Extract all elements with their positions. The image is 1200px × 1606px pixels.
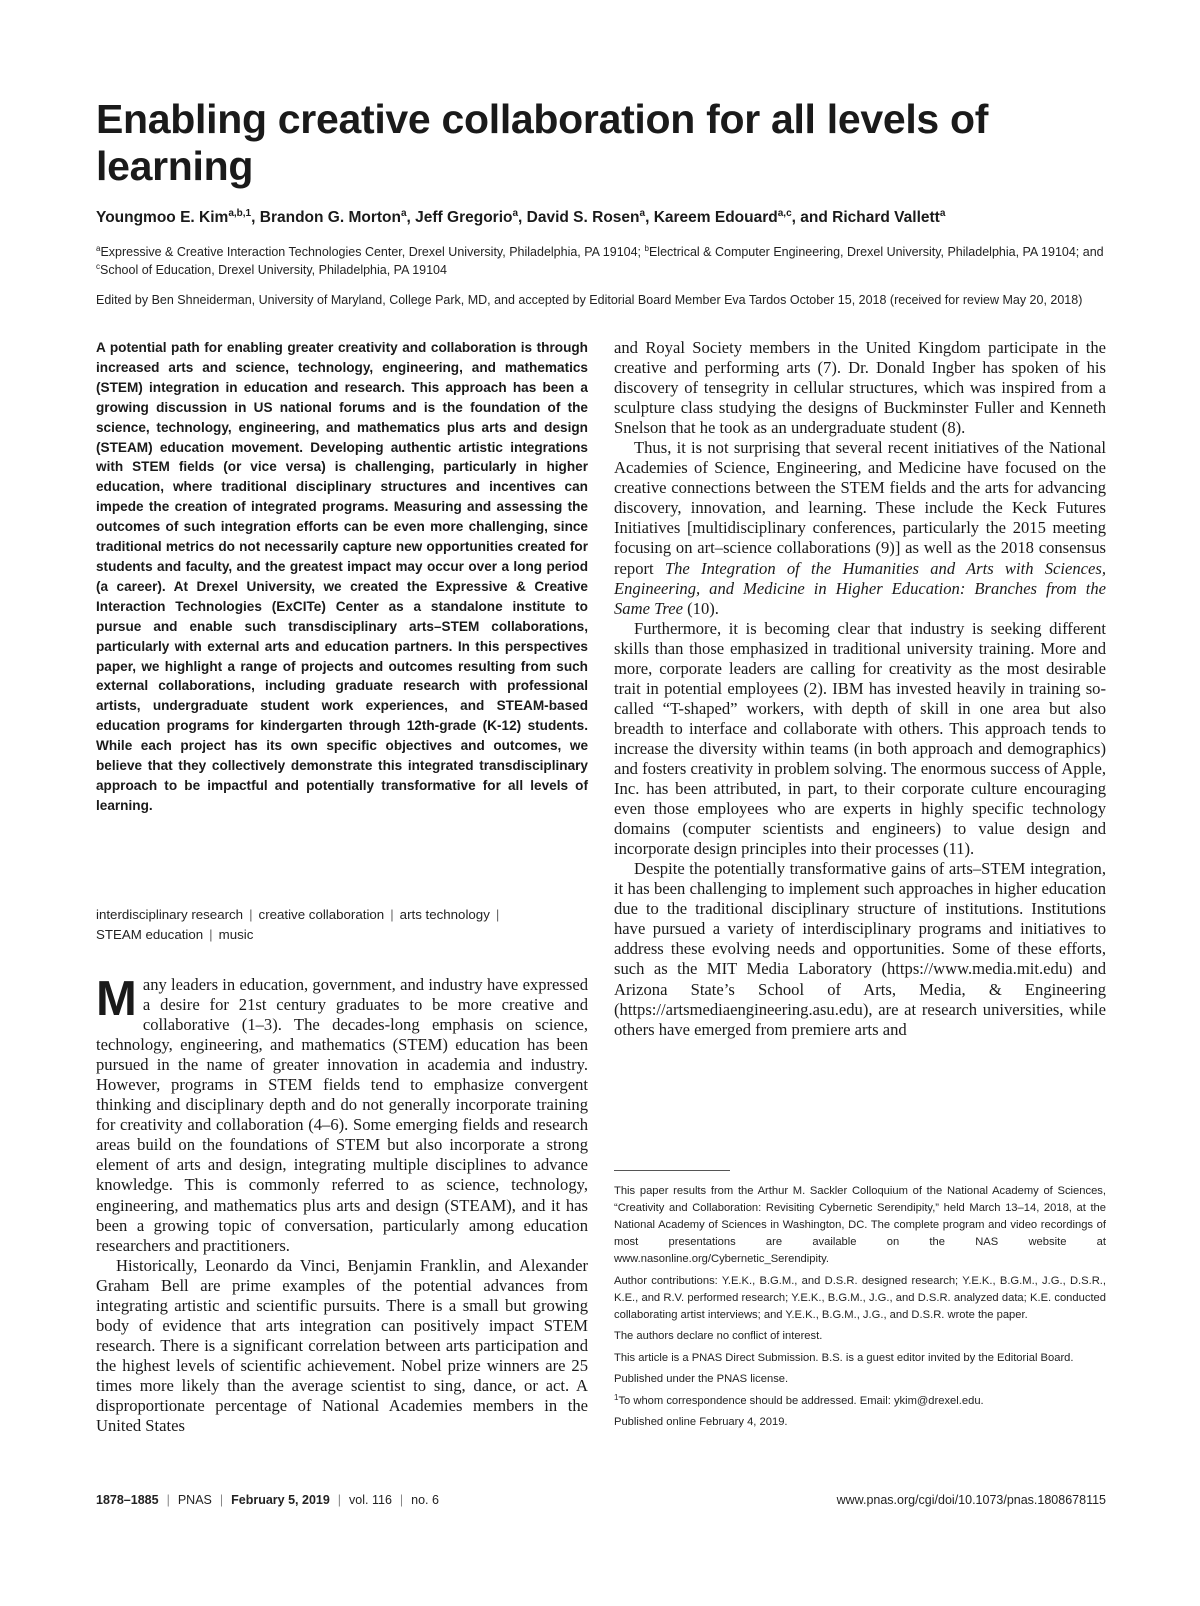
body-paragraph xyxy=(614,438,1106,618)
footer-volume: vol. 116 xyxy=(349,1493,392,1507)
footer-doi-link[interactable]: www.pnas.org/cgi/doi/10.1073/pnas.1808678115 xyxy=(836,1493,1106,1507)
author-name: Youngmoo E. Kim xyxy=(96,209,229,226)
article-title: Enabling creative collaboration for all levels of learning xyxy=(96,96,989,189)
author-affiliation-marker: a xyxy=(939,208,946,219)
keyword-separator: | xyxy=(390,907,394,922)
footnote-author-contributions: Author contributions: Y.E.K., B.G.M., and D.S.R. designed research; Y.E.K., B.G.M., J.G., D.S.R., K.E., and R.V. performed research; Y.E.K., B.G.M., J.G., and D.S.R. analyzed data; K.E. conducted collaborating artist interviews; and Y.E.K., B.G.M., J.G., and D.S.R. wrote the paper. xyxy=(614,1274,1106,1321)
footer-separator: | xyxy=(166,1493,170,1507)
edited-by-line: Edited by Ben Shneiderman, University of Maryland, College Park, MD, and accepted by Editorial Board Member Eva Tardos October 15, 2018 (received for review May 20, 2018) xyxy=(96,293,1083,307)
affiliations xyxy=(96,243,1106,279)
footer-issue: no. 6 xyxy=(411,1493,439,1507)
keywords xyxy=(96,905,566,945)
body-paragraph: Historically, Leonardo da Vinci, Benjamin Franklin, and Alexander Graham Bell are prime examples of the potential advances from integrating artistic and scientific pursuits. There is a small but growing body of evidence that arts integration can positively impact STEM research. There is a significant correlation between arts participation and the highest levels of scientific achievement. Nobel prize winners are 25 times more likely than the average scientist to sing, dance, or act. A disproportionate percentage of National Academies members in the United States xyxy=(96,1255,588,1436)
author-affiliation-marker: a,c xyxy=(777,208,792,219)
author-name: Richard Vallett xyxy=(832,209,940,226)
abstract: A potential path for enabling greater creativity and collaboration is through increased arts and science, technology, engineering, and mathematics (STEM) integration in education and research. This approach has been a growing discussion in US national forums and is the foundation of the science, technology, engineering, and mathematics plus arts and design (STEAM) education movement. Developing authentic artistic integrations with STEM fields (or vice versa) is challenging, particularly in higher education, where traditional disciplinary structures and incentives can impede the creation of integrated programs. Measuring and assessing the outcomes of such integration efforts can be even more challenging, since traditional metrics do not necessarily capture new opportunities created for students and faculty, and the greatest impact may occur over a long period (a career). At Drexel University, we created the Expressive & Creative Interaction Technologies (ExCITe) Center as a standalone institute to pursue and enable such transdisciplinary arts–STEM collaborations, particularly with external arts and education partners. In this perspectives paper, we highlight a range of projects and outcomes resulting from such external collaborations, including graduate research with professional artists, undergraduate student work experiences, and STEAM-based education programs for kindergarten through 12th-grade (K-12) students. While each project has its own specific objectives and outcomes, we believe that they collectively demonstrate this integrated transdisciplinary approach to be impactful and potentially transformative for all levels of learning. xyxy=(96,340,588,813)
footer-separator: | xyxy=(399,1493,404,1507)
keyword-separator: | xyxy=(209,927,213,942)
affiliation-text: Expressive & Creative Interaction Technologies Center, Drexel University, Philadelphia, PA 19104; xyxy=(100,245,642,259)
footnote-divider xyxy=(614,1170,730,1171)
keyword-separator: | xyxy=(495,907,500,922)
author-name: David S. Rosen xyxy=(526,209,640,226)
author-name: Jeff Gregorio xyxy=(415,209,513,226)
author-affiliation-marker: a xyxy=(400,208,407,219)
footer-date: February 5, 2019 xyxy=(231,1493,330,1507)
footer-separator: | xyxy=(219,1493,224,1507)
author-name: Kareem Edouard xyxy=(653,209,778,226)
paragraph-text: any leaders in education, government, and industry have expressed a desire for 21st century graduates to be more creative and collaborative (1–3). The decades-long emphasis on science, technology, engineering, and mathematics (STEM) education has been pursued in the name of greater innovation in academia and industry. However, programs in STEM fields tend to emphasize convergent thinking and disciplinary depth and do not generally incorporate training for creativity and collaboration (4–6). Some emerging fields and research areas build on the foundations of STEM but also incorporate a strong element of arts and design, integrating multiple disciplines to advance knowledge. This is commonly referred to as science, technology, engineering, and mathematics plus arts and design (STEAM), and it has been a growing topic of conversation, particularly among education researchers and practitioners. xyxy=(96,975,588,1255)
keyword: arts technology xyxy=(399,907,490,922)
footer-pages: 1878–1885 xyxy=(96,1493,159,1507)
author-affiliation-marker: a,b,1 xyxy=(228,208,252,219)
keyword: creative collaboration xyxy=(258,907,385,922)
paragraph-text: (10). xyxy=(687,598,719,618)
keyword-separator: | xyxy=(249,907,253,922)
drop-cap: M xyxy=(96,972,137,1026)
affiliation-text: School of Education, Drexel University, Philadelphia, PA 19104 xyxy=(100,263,447,277)
body-paragraph xyxy=(96,972,588,1256)
correspondence-text: To whom correspondence should be addressed. Email: ykim@drexel.edu. xyxy=(618,1394,984,1407)
affiliation-marker: b xyxy=(644,244,649,253)
author-affiliation-marker: a xyxy=(512,208,519,219)
affiliation-text: Electrical & Computer Engineering, Drexel University, Philadelphia, PA 19104; and xyxy=(648,245,1104,259)
author-affiliation-marker: a xyxy=(639,208,646,219)
footnote-correspondence xyxy=(614,1393,1106,1410)
keyword: music xyxy=(218,927,254,942)
affiliation-marker: c xyxy=(96,262,100,271)
body-paragraph: Despite the potentially transformative gains of arts–STEM integration, it has been challenging to implement such approaches in higher education due to the traditional disciplinary structure of institutions. Institutions have pursued a variety of interdisciplinary programs and initiatives to address these evolving needs and opportunities. Some of these efforts, such as the MIT Media Laboratory (https://www.media.mit.edu) and Arizona State’s School of Arts, Media, & Engineering (https://artsmediaengineering.asu.edu), are at research universities, while others have emerged from premiere arts and xyxy=(614,859,1106,1039)
keyword: STEAM education xyxy=(96,927,204,942)
author-conjunction: and xyxy=(800,209,828,226)
author-name: Brandon G. Morton xyxy=(259,209,401,226)
footnote-published-online: Published online February 4, 2019. xyxy=(614,1416,788,1428)
keyword: interdisciplinary research xyxy=(96,907,244,922)
author-list: Youngmoo E. Kim$^{a,b,1}$, Brandon G. Morton$^a$, Jeff Gregorio$^a$, David S. Rosen$^a$, Kareem Edouard$^{a,c}$, and Richard Vallett$^a$ xyxy=(96,208,946,226)
footnotes xyxy=(614,1183,1106,1436)
body-paragraph: and Royal Society members in the United Kingdom participate in the creative and performing arts (7). Dr. Donald Ingber has spoken of his discovery of tensegrity in cellular structures, which was inspired from a sculpture class studying the designs of Buckminster Fuller and Kenneth Snelson that he took as an undergraduate student (8). xyxy=(614,338,1106,438)
correspondence-marker: 1 xyxy=(614,1392,619,1402)
page-footer-citation xyxy=(96,1492,439,1508)
footnote-direct-submission: This article is a PNAS Direct Submission. B.S. is a guest editor invited by the Editorial Board. xyxy=(614,1351,1074,1364)
footer-journal: PNAS xyxy=(177,1493,212,1507)
footnote-license: Published under the PNAS license. xyxy=(614,1373,789,1385)
body-column-left xyxy=(96,972,588,1436)
footnote-conflict: The authors declare no conflict of interest. xyxy=(614,1330,823,1342)
footer-separator: | xyxy=(337,1493,342,1507)
body-column-right xyxy=(614,338,1106,1040)
affiliation-marker: a xyxy=(96,244,101,253)
report-title: The Integration of the Humanities and Arts with Sciences, Engineering, and Medicine in Higher Education: Branches from the Same Tree xyxy=(614,558,1106,618)
paragraph-text: Thus, it is not surprising that several recent initiatives of the National Academies of Science, Engineering, and Medicine have focused on the creative connections between the STEM fields and the arts for advancing discovery, innovation, and learning. These include the Keck Futures Initiatives [multidisciplinary conferences, particularly the 2015 meeting focusing on art–science collaborations (9)] as well as the 2018 consensus report xyxy=(614,438,1106,578)
body-paragraph: Furthermore, it is becoming clear that industry is seeking different skills than those emphasized in traditional university training. More and more, corporate leaders are calling for creativity as the most desirable trait in potential employees (2). IBM has invested heavily in training so-called “T-shaped” workers, with depth of skill in one area but also breadth to interface and collaborate with others. This approach tends to increase the diversity within teams (in both approach and demographics) and fosters creativity in problem solving. The enormous success of Apple, Inc. has been attributed, in part, to their corporate culture encouraging even those employees who are experts in highly specific technology domains (computer scientists and engineers) to value design and incorporate design principles into their processes (11). xyxy=(614,618,1106,859)
footnote-colloquium: This paper results from the Arthur M. Sackler Colloquium of the National Academy of Sciences, “Creativity and Collaboration: Revisiting Cybernetic Serendipity,” held March 13–14, 2018, at the National Academy of Sciences in Washington, DC. The complete program and video recordings of most presentations are available on the NAS website at www.nasonline.org/Cybernetic_Serendipity. xyxy=(614,1185,1106,1265)
